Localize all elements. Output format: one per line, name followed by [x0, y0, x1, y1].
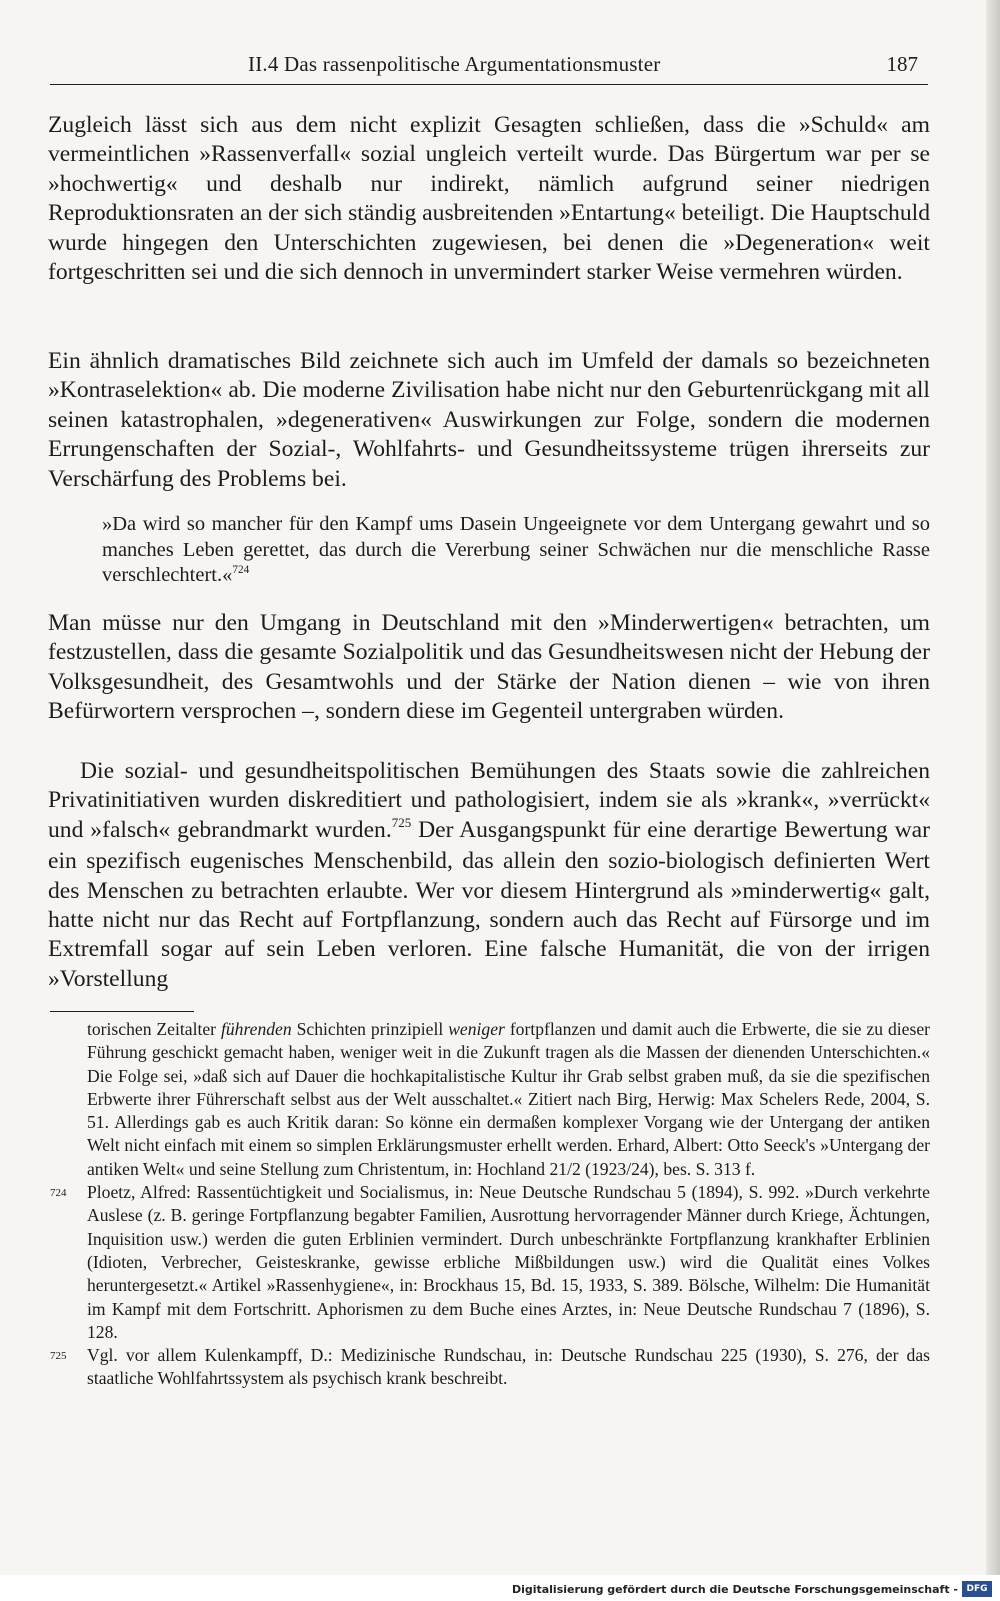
digitization-credit: Digitalisierung gefördert durch die Deutsche Forschungsgemeinschaft -: [511, 1583, 958, 1596]
footnote-724: [50, 1181, 930, 1344]
footnote-cont-text-c: fortpflanzen und damit auch die Erbwerte, die sie zu dieser Führung geschickt gemacht haben, weniger weit in die Zukunft tragen als die Massen der dienenden Unterschichten.« Die Folge sei, »daß sich auf Dauer die hochkapitalistische Kultur ihr Grab selbst graben muß, da sie die spezifischen Erbwerte ihrer Führerschaft selbst aus der Welt ausschaltet.« Zitiert nach Birg, Herwig: Max Schelers Rede, 2004, S. 51. Allerdings gab es auch Kritik daran: So könne ein dermaßen komplexer Vorgang wie der Untergang der antiken Welt nicht einfach mit einem so simplen Erklärungsmuster erhellt werden. Erhard, Albert: Otto Seeck's »Untergang der antiken Welt« und seine Stellung zum Christentum, in: Hochland 21/2 (1923/24), bes. S. 313 f.: [87, 1019, 930, 1179]
paragraph-4-text-a: Die sozial- und gesundheitspolitischen Bemühungen des Staats sowie die zahlreichen Privatinitiativen wurden diskreditiert und pathologisiert, indem sie als »krank«, »verrückt« und »falsch« gebrandmarkt wurden.: [48, 758, 930, 843]
running-head: [50, 50, 928, 85]
footnote-text: Ploetz, Alfred: Rassentüchtigkeit und Socialismus, in: Neue Deutsche Rundschau 5 (1894), S. 992. »Durch verkehrte Auslese (z. B. geringe Fortpflanzung begabter Familien, Ausrottung hervorragender Männer durch Kriege, Ächtungen, Inquisition usw.) werden die guten Erblinien vermindert. Durch unbeschränkte Fortpflanzung krankhafter Erblinien (Idioten, Verbrecher, Geisteskranke, gewisse erbliche Mißbildungen usw.) wird die Qualität eines Volkes heruntergesetzt.« Artikel »Rassenhygiene«, in: Brockhaus 15, Bd. 15, 1933, S. 389. Bölsche, Wilhelm: Die Humanität im Kampf mit dem Fortschritt. Aphorismen zu dem Buche eines Arztes, in: Neue Deutsche Rundschau 7 (1896), S. 128.: [87, 1182, 930, 1342]
footnote-cont-text-a: torischen Zeitalter: [87, 1019, 221, 1039]
paragraph-2: [48, 347, 930, 494]
footnote-ref-725[interactable]: 725: [391, 815, 412, 831]
digitization-footer: [0, 1575, 1000, 1601]
block-quote: [102, 512, 930, 592]
paragraph-1-text: Zugleich lässt sich aus dem nicht explizit Gesagten schließen, dass die »Schuld« am vermeintlichen »Rassenverfall« sozial ungleich verteilt wurde. Das Bürgertum war per se »hochwertig« und deshalb nur indirekt, nämlich aufgrund seiner niedrigen Reproduktionsraten an der sich ständig ausbreitenden »Entartung« beteiligt. Die Hauptschuld wurde hingegen den Unterschichten zugewiesen, bei denen die »Degeneration« weit fortgeschritten sei und die sich dennoch in unvermindert starker Weise vermehren würden.: [48, 112, 930, 286]
paragraph-3-text: Man müsse nur den Umgang in Deutschland mit den »Minderwertigen« betrachten, um festzustellen, dass die gesamte Sozialpolitik und das Gesundheitswesen nicht der Hebung der Volksgesundheit, des Gesamtwohls und der Stärke der Nation dienen – wie von ihren Befürwortern versprochen –, sondern diese im Gegenteil untergraben würden.: [48, 610, 930, 725]
footnotes: [50, 1018, 930, 1391]
paragraph-1: [48, 111, 930, 287]
footnote-ref-724[interactable]: 724: [232, 563, 250, 576]
footnote-text: Vgl. vor allem Kulenkampff, D.: Medizinische Rundschau, in: Deutsche Rundschau 225 (1930), S. 276, der das staatliche Wohlfahrtssystem als psychisch krank beschreibt.: [87, 1345, 930, 1389]
footnote-number: 725: [50, 1350, 67, 1363]
paragraph-4-text-b: Der Ausgangspunkt für eine derartige Bewertung war ein spezifisch eugenisches Menschenbild, das allein den sozio-biologisch definierten Wert des Menschen zu betrachten erlaubte. Wer vor diesem Hintergrund als »minderwertig« galt, hatte nicht nur das Recht auf Fortpflanzung, sondern auch das Recht auf Fürsorge und im Extremfall sogar auf sein Leben verloren. Eine falsche Humanität, die von der irrigen »Vorstellung: [48, 816, 930, 992]
footnote-separator: [50, 1011, 194, 1012]
paragraph-2-text: Ein ähnlich dramatisches Bild zeichnete sich auch im Umfeld der damals so bezeichneten »Kontraselektion« ab. Die moderne Zivilisation habe nicht nur den Geburtenrückgang mit all seinen katastrophalen, »degenerativen« Auswirkungen zur Folge, sondern die modernen Errungenschaften der Sozial-, Wohlfahrts- und Gesundheitssysteme trügen ihrerseits zur Verschärfung des Problems bei.: [48, 348, 930, 492]
footnote-cont-emphasis-1: führenden: [220, 1019, 292, 1039]
block-quote-text: »Da wird so mancher für den Kampf ums Dasein Ungeeignete vor dem Untergang gewahrt und so manches Leben gerettet, das durch die Vererbung seiner Schwächen nur die menschliche Rasse verschlechtert.«: [102, 513, 930, 587]
footnote-cont-emphasis-2: weniger: [448, 1019, 505, 1039]
page-number: 187: [886, 52, 918, 76]
paragraph-3: [48, 609, 930, 727]
footnote-number: 724: [50, 1187, 67, 1200]
page-edge-shadow: [986, 0, 1000, 1575]
running-title: II.4 Das rassenpolitische Argumentationsmuster: [248, 52, 661, 76]
footnote-cont-text-b: Schichten prinzipiell: [291, 1019, 449, 1039]
paragraph-4: [48, 757, 930, 994]
dfg-logo: DFG: [962, 1581, 992, 1597]
footnote-continuation: [50, 1018, 930, 1181]
footnote-725: [50, 1344, 930, 1391]
